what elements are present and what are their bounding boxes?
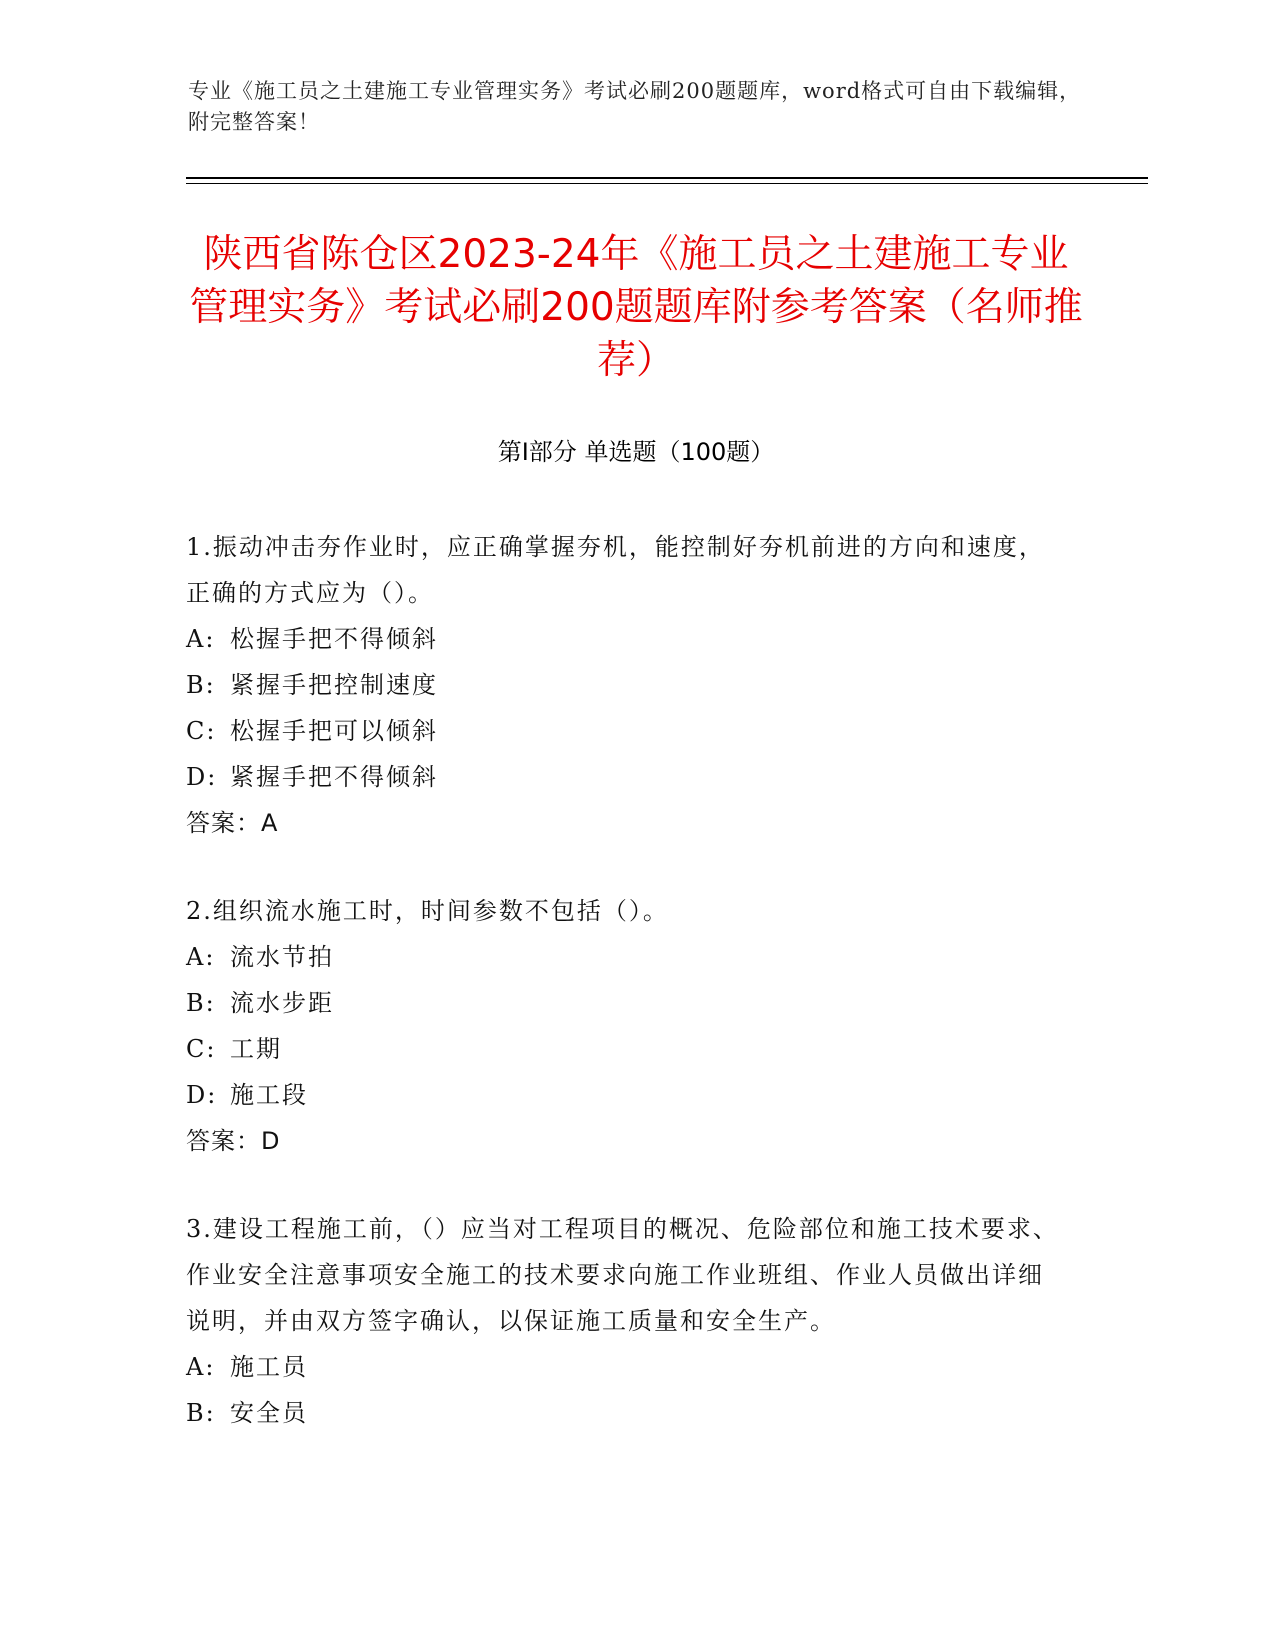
option-b bbox=[186, 662, 1066, 708]
option-text: 紧握手把不得倾斜 bbox=[230, 763, 438, 791]
header-divider-thin bbox=[186, 183, 1148, 184]
option-text: 流水节拍 bbox=[230, 943, 334, 971]
option-a bbox=[186, 616, 1066, 662]
option-text: 安全员 bbox=[230, 1399, 308, 1427]
option-c bbox=[186, 1026, 1066, 1072]
option-text: 工期 bbox=[230, 1035, 282, 1063]
header-note: 专业《施工员之土建施工专业管理实务》考试必刷200题题库，word格式可自由下载编辑，附完整答案！ bbox=[188, 79, 1082, 134]
option-d bbox=[186, 754, 1066, 800]
option-label: B: bbox=[186, 989, 216, 1017]
option-label: A: bbox=[186, 943, 216, 971]
answer: 答案：D bbox=[186, 1127, 281, 1155]
option-a bbox=[186, 1344, 1066, 1390]
option-text: 松握手把不得倾斜 bbox=[230, 625, 438, 653]
option-b bbox=[186, 980, 1066, 1026]
question-stem: 3.建设工程施工前，（）应当对工程项目的概况、危险部位和施工技术要求、作业安全注意事项安全施工的技术要求向施工作业班组、作业人员做出详细说明，并由双方签字确认，以保证施工质量和安全生产。 bbox=[186, 1215, 1059, 1335]
option-text: 施工段 bbox=[230, 1081, 308, 1109]
option-text: 紧握手把控制速度 bbox=[230, 671, 438, 699]
option-label: B: bbox=[186, 671, 216, 699]
option-label: B: bbox=[186, 1399, 216, 1427]
document-title: 陕西省陈仓区2023-24年《施工员之土建施工专业管理实务》考试必刷200题题库附参考答案（名师推荐） bbox=[189, 232, 1083, 383]
question-2 bbox=[186, 888, 1066, 1164]
option-label: A: bbox=[186, 625, 216, 653]
option-label: A: bbox=[186, 1353, 216, 1381]
answer: 答案：A bbox=[186, 809, 279, 837]
option-label: D: bbox=[186, 1081, 218, 1109]
question-stem: 1.振动冲击夯作业时，应正确掌握夯机，能控制好夯机前进的方向和速度，正确的方式应为（）。 bbox=[186, 533, 1045, 607]
option-text: 流水步距 bbox=[230, 989, 334, 1017]
option-text: 施工员 bbox=[230, 1353, 308, 1381]
option-label: C: bbox=[186, 717, 217, 745]
option-label: C: bbox=[186, 1035, 217, 1063]
question-list bbox=[186, 524, 1066, 1436]
option-d bbox=[186, 1072, 1066, 1118]
header-divider-thick bbox=[186, 177, 1148, 179]
question-stem: 2.组织流水施工时，时间参数不包括（）。 bbox=[186, 897, 669, 925]
option-c bbox=[186, 708, 1066, 754]
option-a bbox=[186, 934, 1066, 980]
option-text: 松握手把可以倾斜 bbox=[230, 717, 438, 745]
section-title: 第Ⅰ部分 单选题（100题） bbox=[497, 438, 775, 466]
question-3 bbox=[186, 1206, 1066, 1436]
question-1 bbox=[186, 524, 1066, 846]
option-label: D: bbox=[186, 763, 218, 791]
option-b bbox=[186, 1390, 1066, 1436]
